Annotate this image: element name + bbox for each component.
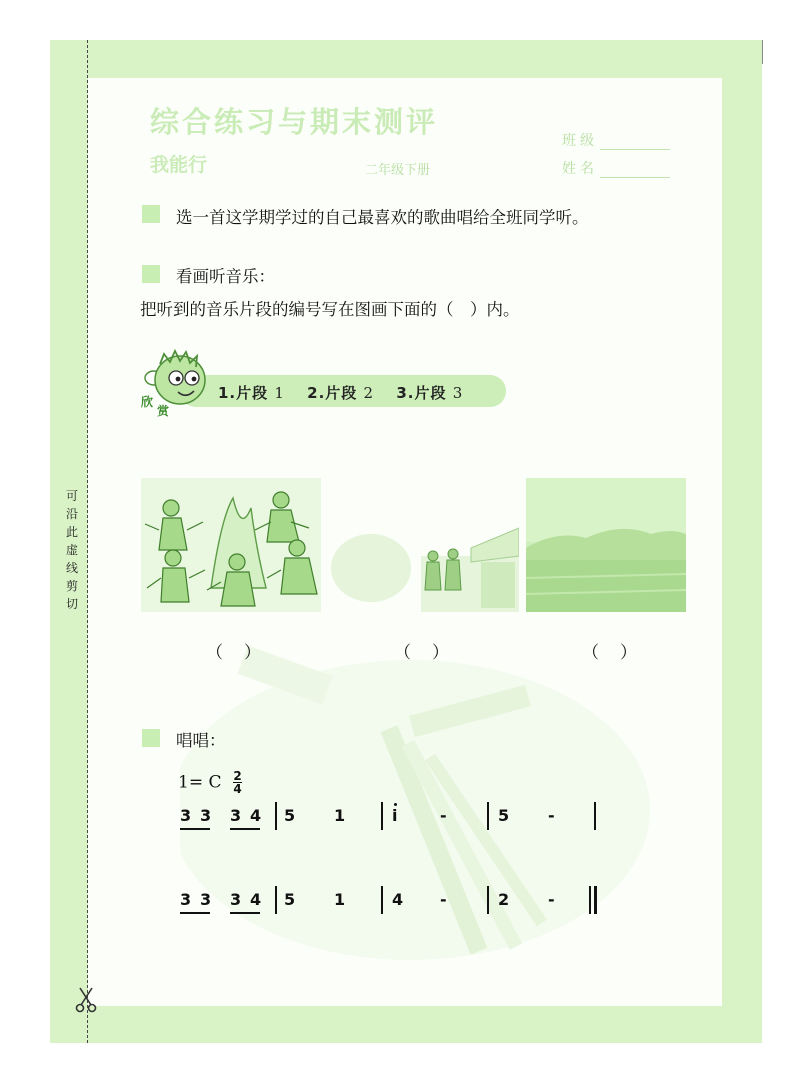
score-line-2 xyxy=(180,890,610,918)
note: 5 xyxy=(498,806,510,825)
worksheet-title: 综合练习与期末测评 xyxy=(150,105,439,139)
question-marker xyxy=(142,265,160,283)
note: 3 xyxy=(200,806,212,825)
name-label: 姓名 xyxy=(562,161,598,177)
question-marker xyxy=(142,729,160,747)
clip-list xyxy=(218,382,479,403)
banner-label-top: 欣 xyxy=(141,395,154,409)
cut-char: 虚 xyxy=(65,543,78,557)
cut-char: 此 xyxy=(65,525,78,539)
village-picture xyxy=(331,478,519,612)
bar-line xyxy=(275,802,277,830)
class-label: 班级 xyxy=(562,133,598,149)
note: i xyxy=(392,806,398,825)
bar-line xyxy=(275,886,277,914)
question-2-body: 把听到的音乐片段的编号写在图画下面的（ ）内。 xyxy=(140,300,520,319)
key-signature xyxy=(178,770,242,795)
cartoon-face-icon xyxy=(140,348,216,428)
note: 3 xyxy=(180,806,192,825)
note: - xyxy=(548,890,555,909)
cut-char: 可 xyxy=(65,489,78,503)
dance-picture xyxy=(141,478,321,612)
cut-char: 剪 xyxy=(65,579,78,593)
question-1: 选一首这学期学过的自己最喜欢的歌曲唱给全班同学听。 xyxy=(176,208,589,227)
answer-blank-2[interactable]: （ ） xyxy=(394,643,451,663)
note: - xyxy=(440,806,447,825)
grade-label: 二年级下册 xyxy=(365,163,431,178)
cut-char: 沿 xyxy=(65,507,78,521)
note: 1 xyxy=(334,806,346,825)
cut-line xyxy=(87,40,88,1043)
crop-mark xyxy=(762,40,763,64)
note: 3 xyxy=(180,890,192,909)
final-bar-line xyxy=(594,886,597,914)
answer-blank-1[interactable]: （ ） xyxy=(206,643,263,663)
note: - xyxy=(548,806,555,825)
answer-blank-3[interactable]: （ ） xyxy=(582,643,639,663)
scissors-icon xyxy=(74,986,98,1018)
note: - xyxy=(440,890,447,909)
clip-item: 1.片段 1 xyxy=(218,384,285,402)
note: 3 xyxy=(200,890,212,909)
name-field[interactable] xyxy=(562,158,670,178)
bar-line xyxy=(381,802,383,830)
score-line-1 xyxy=(180,806,610,834)
class-field[interactable] xyxy=(562,130,670,150)
cut-char: 线 xyxy=(65,561,78,575)
banner-label-bottom: 赏 xyxy=(157,404,170,418)
bar-line xyxy=(487,886,489,914)
note: 3 xyxy=(230,890,242,909)
note: 3 xyxy=(230,806,242,825)
time-signature: $\frac{2}{4}$ xyxy=(233,769,242,796)
cut-instruction xyxy=(62,487,82,613)
question-2-title: 看画听音乐： xyxy=(176,267,275,286)
note: 4 xyxy=(392,890,404,909)
note: 2 xyxy=(498,890,510,909)
cut-char: 切 xyxy=(65,597,78,611)
clip-item: 3.片段 3 xyxy=(396,384,464,402)
bar-line xyxy=(381,886,383,914)
question-3-title: 唱唱： xyxy=(176,731,226,750)
final-bar-line xyxy=(589,886,591,914)
high-octave-dot xyxy=(394,803,397,806)
note: 1 xyxy=(334,890,346,909)
bar-line xyxy=(594,802,596,830)
note: 5 xyxy=(284,890,296,909)
clip-item: 2.片段 2 xyxy=(307,384,375,402)
key-label: 1= C xyxy=(178,772,222,793)
note: 4 xyxy=(250,890,262,909)
grassland-picture xyxy=(526,478,686,612)
question-marker xyxy=(142,205,160,223)
note: 4 xyxy=(250,806,262,825)
worksheet-subtitle: 我能行 xyxy=(150,154,208,176)
note: 5 xyxy=(284,806,296,825)
bar-line xyxy=(487,802,489,830)
